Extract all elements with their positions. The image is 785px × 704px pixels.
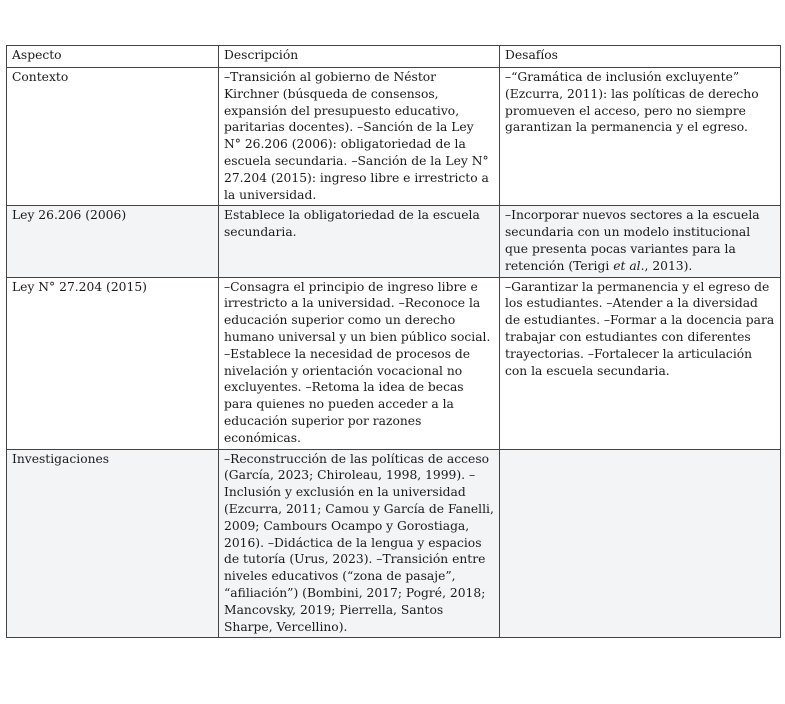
table-header-row — [7, 46, 781, 68]
row-contexto-description: –Transición al gobierno de Néstor Kirchner (búsqueda de consensos, expansión del presupuesto educativo, paritarias docentes). –Sanción de la Ley N° 26.206 (2006): obligatoriedad de la escuela secundaria. –Sanción de la Ley N° 27.204 (2015): ingreso libre e irrestricto a la universidad. — [219, 68, 500, 206]
row-contexto-challenges: –“Gramática de inclusión excluyente” (Ezcurra, 2011): las políticas de derecho promueven el acceso, pero no siempre garantizan la permanencia y el egreso. — [500, 68, 781, 206]
table-row — [7, 277, 781, 449]
table-row — [7, 68, 781, 206]
row-ley26206-description: Establece la obligatoriedad de la escuela secundaria. — [219, 206, 500, 277]
row-ley27204-aspect: Ley N° 27.204 (2015) — [7, 277, 219, 449]
row-investigaciones-aspect: Investigaciones — [7, 449, 219, 638]
challenges-text-italic: et al — [613, 258, 641, 273]
table-row — [7, 449, 781, 638]
challenges-text-end: ., 2013). — [640, 258, 693, 273]
row-ley26206-challenges — [500, 206, 781, 277]
table-row — [7, 206, 781, 277]
row-ley27204-description: –Consagra el principio de ingreso libre e irrestricto a la universidad. –Reconoce la educación superior como un derecho humano universal y un bien público social. –Establece la necesidad de procesos de nivelación y orientación vocacional no excluyentes. –Retoma la idea de becas para quienes no pueden acceder a la educación superior por razones económicas. — [219, 277, 500, 449]
header-descripcion: Descripción — [219, 46, 500, 68]
row-contexto-aspect: Contexto — [7, 68, 219, 206]
row-investigaciones-description: –Reconstrucción de las políticas de acceso (García, 2023; Chiroleau, 1998, 1999). –Inclusión y exclusión en la universidad (Ezcurra, 2011; Camou y García de Fanelli, 2009; Cambours Ocampo y Gorostiaga, 2016). –Didáctica de la lengua y espacios de tutoría (Urus, 2023). –Transición entre niveles educativos (“zona de pasaje”, “afiliación”) (Bombini, 2017; Pogré, 2018; Mancovsky, 2019; Pierrella, Santos Sharpe, Vercellino). — [219, 449, 500, 638]
row-ley27204-challenges: –Garantizar la permanencia y el egreso de los estudiantes. –Atender a la diversidad de estudiantes. –Formar a la docencia para trabajar con estudiantes con diferentes trayectorias. –Fortalecer la articulación con la escuela secundaria. — [500, 277, 781, 449]
row-ley26206-aspect: Ley 26.206 (2006) — [7, 206, 219, 277]
challenges-text-start: –Incorporar nuevos sectores a la escuela secundaria con un modelo institucional que presenta pocas variantes para la retención (Terigi — [505, 208, 760, 273]
comparison-table — [6, 45, 781, 638]
row-investigaciones-challenges — [500, 449, 781, 638]
header-aspecto: Aspecto — [7, 46, 219, 68]
header-desafios: Desafíos — [500, 46, 781, 68]
